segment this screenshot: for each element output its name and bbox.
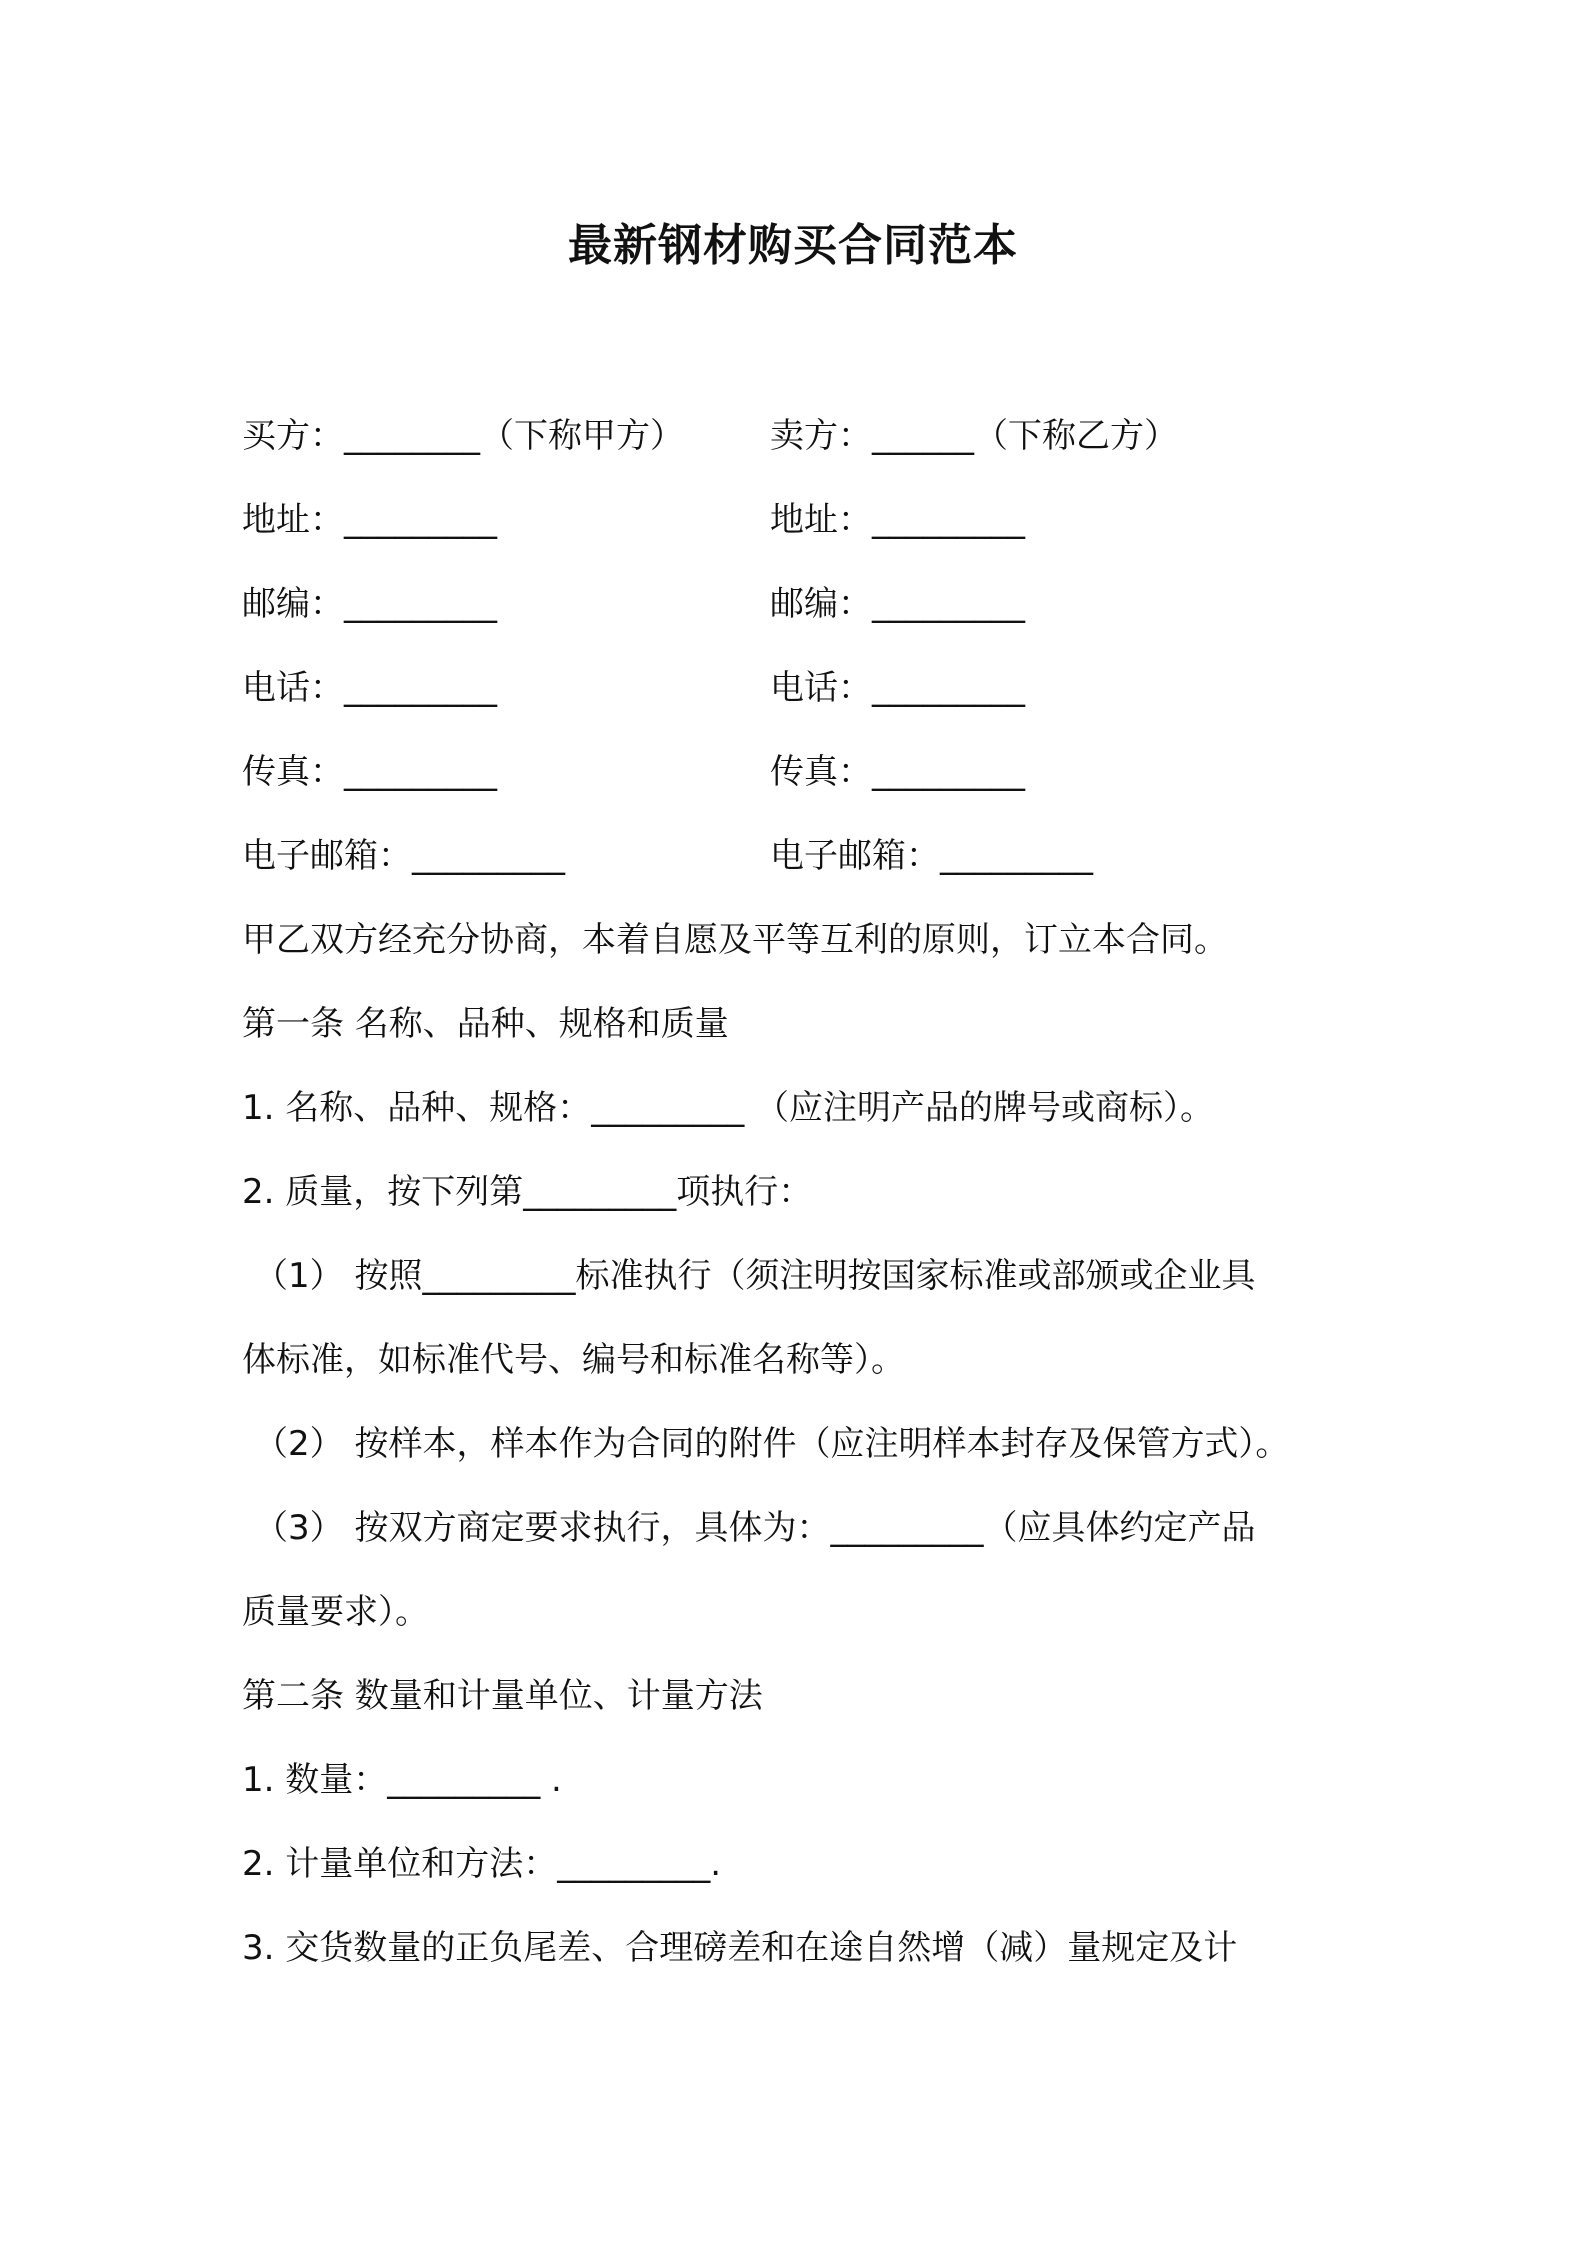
- article1-sub2: （2） 按样本，样本作为合同的附件（应注明样本封存及保管方式）。: [254, 1424, 1290, 1464]
- article1-sub1-line1: （1） 按照_________标准执行（须注明按国家标准或部颁或企业具: [254, 1256, 1256, 1296]
- seller-phone: 电话：_________: [770, 668, 1025, 708]
- article2-item1: 1. 数量：_________ .: [242, 1760, 562, 1800]
- buyer-address: 地址：_________: [242, 500, 497, 540]
- article1-sub3-line1: （3） 按双方商定要求执行，具体为：_________（应具体约定产品: [254, 1508, 1256, 1548]
- buyer-line: 买方：________（下称甲方）: [242, 416, 684, 456]
- seller-line: 卖方：______（下称乙方）: [770, 416, 1178, 456]
- document-title: 最新钢材购买合同范本: [568, 220, 1018, 271]
- buyer-phone: 电话：_________: [242, 668, 497, 708]
- article2-heading: 第二条 数量和计量单位、计量方法: [242, 1676, 763, 1716]
- seller-fax: 传真：_________: [770, 752, 1025, 792]
- article1-heading: 第一条 名称、品种、规格和质量: [242, 1004, 729, 1044]
- article2-item3: 3. 交货数量的正负尾差、合理磅差和在途自然增（减）量规定及计: [242, 1928, 1238, 1968]
- article2-item2: 2. 计量单位和方法：_________.: [242, 1844, 722, 1884]
- article1-item1: 1. 名称、品种、规格：_________ （应注明产品的牌号或商标）。: [242, 1088, 1215, 1128]
- article1-sub3-line2: 质量要求）。: [242, 1592, 429, 1632]
- buyer-email: 电子邮箱：_________: [242, 836, 565, 876]
- buyer-fax: 传真：_________: [242, 752, 497, 792]
- intro-paragraph: 甲乙双方经充分协商，本着自愿及平等互利的原则，订立本合同。: [242, 920, 1228, 960]
- seller-email: 电子邮箱：_________: [770, 836, 1093, 876]
- article1-item2: 2. 质量，按下列第_________项执行：: [242, 1172, 813, 1212]
- seller-postcode: 邮编：_________: [770, 584, 1025, 624]
- article1-sub1-line2: 体标准，如标准代号、编号和标准名称等）。: [242, 1340, 905, 1380]
- seller-address: 地址：_________: [770, 500, 1025, 540]
- buyer-postcode: 邮编：_________: [242, 584, 497, 624]
